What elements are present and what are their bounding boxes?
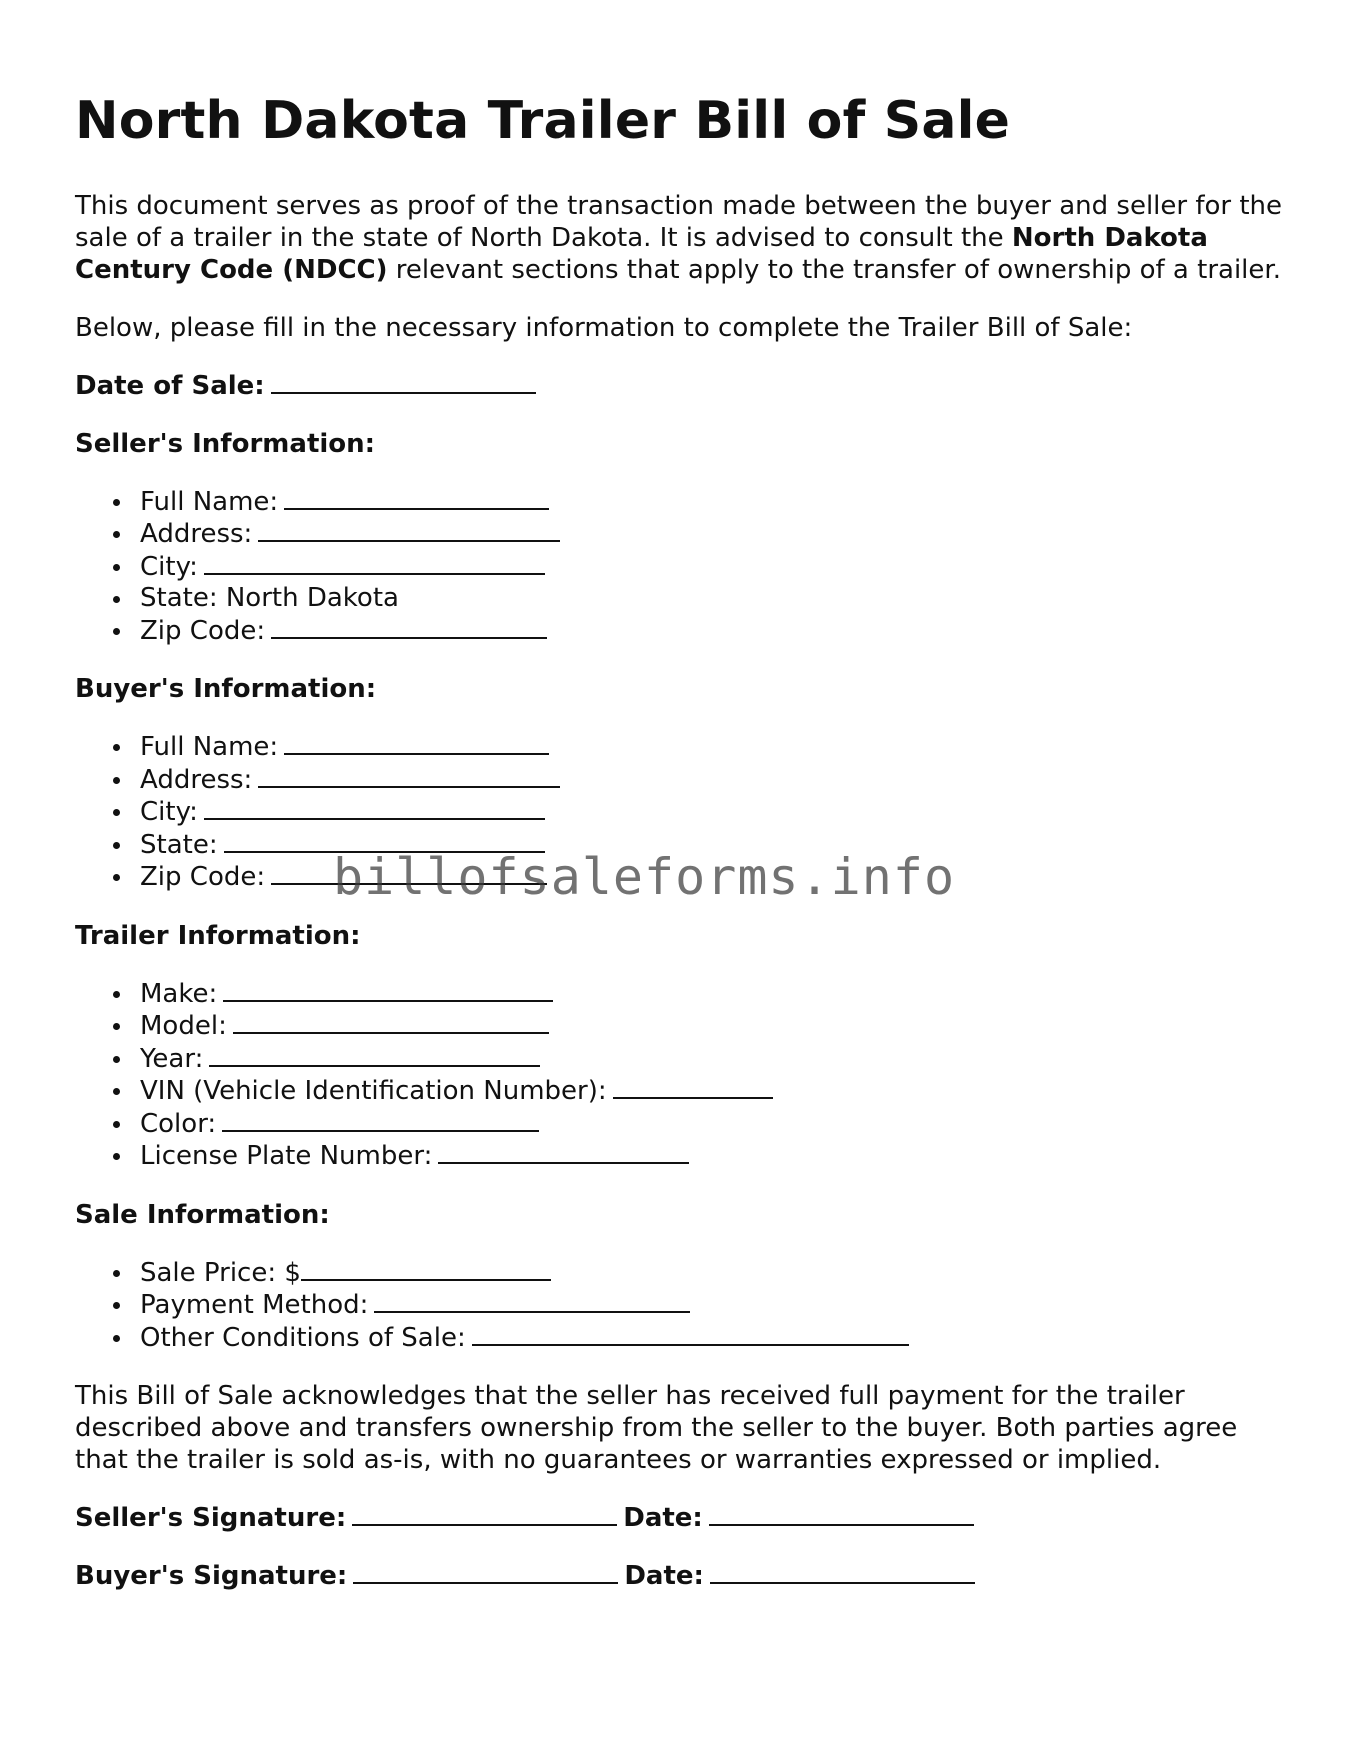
date-of-sale-field[interactable] bbox=[271, 370, 536, 394]
list-item bbox=[140, 1289, 1290, 1322]
date-of-sale-row bbox=[75, 370, 1290, 402]
list-item bbox=[140, 615, 1290, 648]
intro-bold-ndcc: North Dakota Century Code (NDCC) bbox=[75, 222, 1208, 285]
seller-zip-field[interactable] bbox=[271, 615, 547, 639]
buyer-zip-label: Zip Code: bbox=[140, 862, 266, 893]
seller-date-label: Date: bbox=[623, 1503, 703, 1534]
sale-conditions-label: Other Conditions of Sale: bbox=[140, 1322, 466, 1353]
trailer-list bbox=[75, 978, 1290, 1173]
trailer-model-field[interactable] bbox=[233, 1010, 549, 1034]
seller-list bbox=[75, 486, 1290, 648]
seller-date-field[interactable] bbox=[709, 1502, 974, 1526]
seller-full-name-field[interactable] bbox=[284, 486, 549, 510]
list-item bbox=[140, 978, 1290, 1011]
buyer-heading: Buyer's Information: bbox=[75, 674, 377, 705]
seller-zip-label: Zip Code: bbox=[140, 615, 266, 646]
trailer-vin-label: VIN (Vehicle Identification Number): bbox=[140, 1076, 607, 1107]
buyer-date-label: Date: bbox=[624, 1561, 704, 1592]
trailer-heading: Trailer Information: bbox=[75, 920, 361, 951]
seller-signature-field[interactable] bbox=[352, 1502, 617, 1526]
buyer-city-field[interactable] bbox=[204, 796, 545, 820]
seller-full-name-label: Full Name: bbox=[140, 486, 279, 517]
trailer-model-label: Model: bbox=[140, 1011, 227, 1042]
sale-payment-label: Payment Method: bbox=[140, 1290, 369, 1321]
list-item: State: North Dakota bbox=[140, 583, 1290, 615]
buyer-signature-label: Buyer's Signature: bbox=[75, 1561, 348, 1592]
sale-heading: Sale Information: bbox=[75, 1199, 330, 1230]
buyer-signature-row bbox=[75, 1560, 1290, 1592]
trailer-plate-label: License Plate Number: bbox=[140, 1141, 433, 1172]
acknowledgement-paragraph: This Bill of Sale acknowledges that the seller has received full payment for the trailer described above and transfers ownership from the seller to the buyer. Both parties agree that the trailer is sold as-is, with no guarantees or warranties expressed or implied. bbox=[75, 1381, 1238, 1476]
sale-list bbox=[75, 1257, 1290, 1355]
sale-conditions-field[interactable] bbox=[472, 1322, 909, 1346]
seller-city-label: City: bbox=[140, 551, 198, 582]
list-item bbox=[140, 796, 1290, 829]
buyer-state-label: State: bbox=[140, 829, 218, 860]
seller-signature-row bbox=[75, 1502, 1290, 1534]
date-of-sale-label: Date of Sale: bbox=[75, 370, 265, 401]
intro-text-2: relevant sections that apply to the transfer of ownership of a trailer. bbox=[387, 254, 1281, 285]
list-item bbox=[140, 486, 1290, 519]
list-item bbox=[140, 1322, 1290, 1355]
sale-price-label: Sale Price: $ bbox=[140, 1257, 301, 1288]
buyer-address-field[interactable] bbox=[258, 764, 560, 788]
intro-text-1: This document serves as proof of the transaction made between the buyer and seller for the sale of a trailer in the state of North Dakota. It is advised to consult the bbox=[75, 190, 1283, 253]
instruction-paragraph: Below, please fill in the necessary information to complete the Trailer Bill of Sale: bbox=[75, 312, 1133, 343]
intro-paragraph bbox=[75, 190, 1290, 286]
seller-address-label: Address: bbox=[140, 519, 253, 550]
trailer-vin-field[interactable] bbox=[613, 1075, 773, 1099]
buyer-full-name-label: Full Name: bbox=[140, 732, 279, 763]
list-item bbox=[140, 1140, 1290, 1173]
trailer-plate-field[interactable] bbox=[438, 1140, 689, 1164]
trailer-make-label: Make: bbox=[140, 978, 218, 1009]
list-item bbox=[140, 1043, 1290, 1076]
trailer-year-label: Year: bbox=[140, 1043, 204, 1074]
list-item bbox=[140, 1010, 1290, 1043]
list-item bbox=[140, 518, 1290, 551]
list-item bbox=[140, 1108, 1290, 1141]
buyer-date-field[interactable] bbox=[710, 1560, 975, 1584]
trailer-year-field[interactable] bbox=[209, 1043, 540, 1067]
buyer-full-name-field[interactable] bbox=[284, 731, 549, 755]
buyer-signature-field[interactable] bbox=[353, 1560, 618, 1584]
buyer-city-label: City: bbox=[140, 797, 198, 828]
page-title: North Dakota Trailer Bill of Sale bbox=[75, 91, 1011, 151]
list-item bbox=[140, 764, 1290, 797]
seller-signature-label: Seller's Signature: bbox=[75, 1503, 347, 1534]
seller-heading: Seller's Information: bbox=[75, 428, 376, 459]
trailer-color-field[interactable] bbox=[222, 1108, 539, 1132]
list-item bbox=[140, 731, 1290, 764]
trailer-make-field[interactable] bbox=[223, 978, 553, 1002]
list-item bbox=[140, 1075, 1290, 1108]
watermark: billofsaleforms.info bbox=[333, 848, 956, 906]
buyer-address-label: Address: bbox=[140, 764, 253, 795]
list-item bbox=[140, 1257, 1290, 1290]
sale-price-field[interactable] bbox=[301, 1257, 551, 1281]
seller-address-field[interactable] bbox=[258, 518, 560, 542]
sale-payment-field[interactable] bbox=[374, 1289, 690, 1313]
seller-city-field[interactable] bbox=[204, 551, 545, 575]
list-item bbox=[140, 551, 1290, 584]
trailer-color-label: Color: bbox=[140, 1108, 217, 1139]
